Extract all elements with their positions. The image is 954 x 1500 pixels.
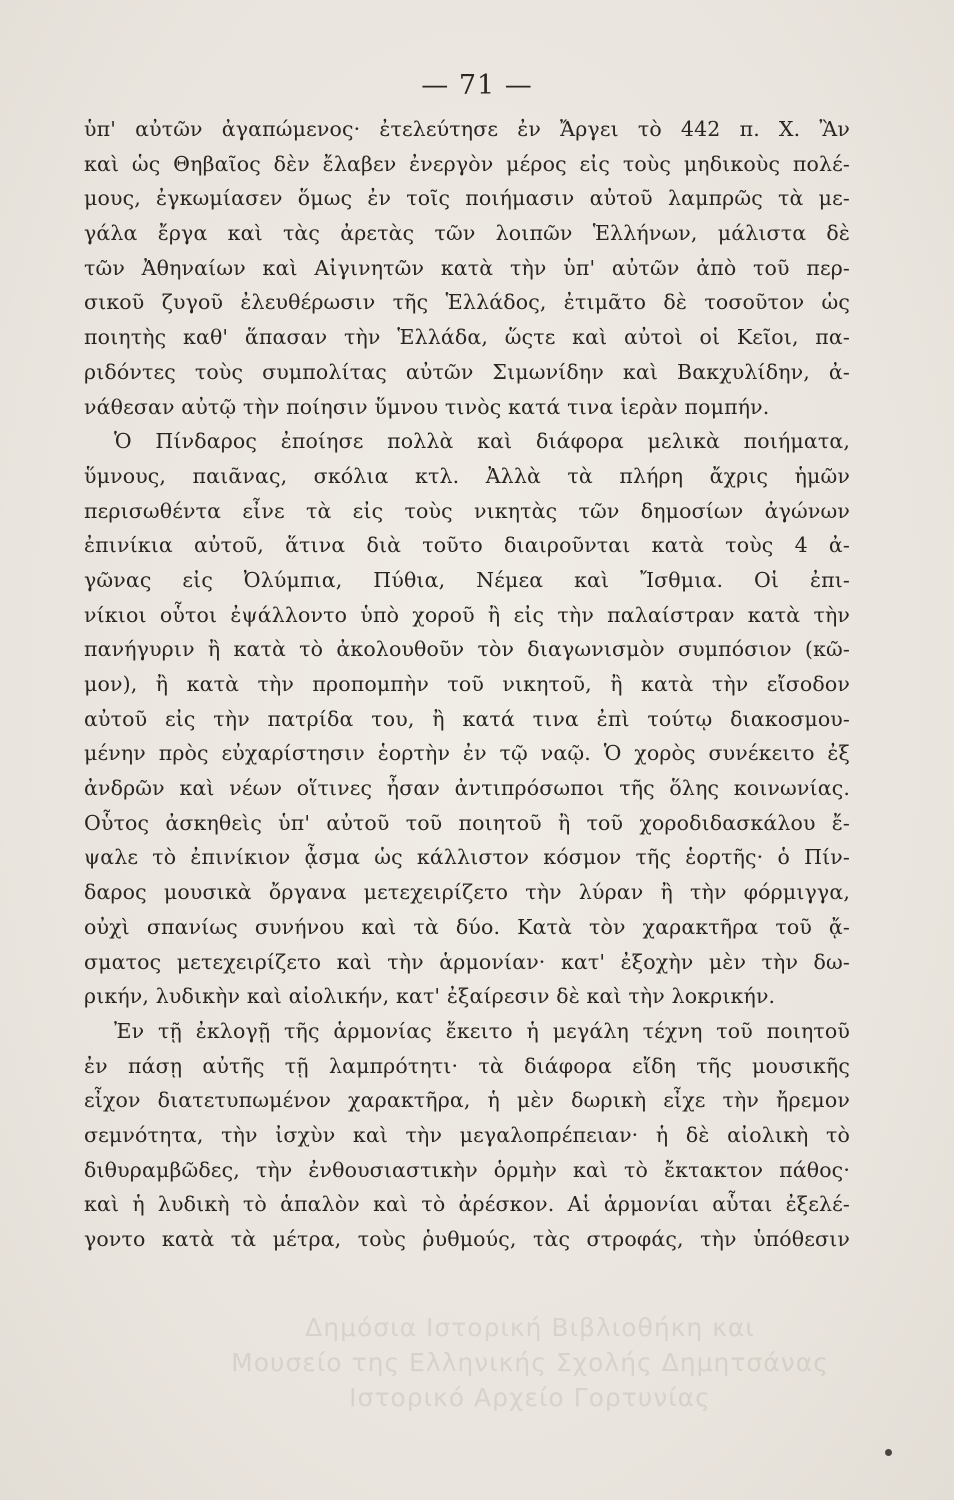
page-number: — 71 — [421,70,533,101]
text-line: αὐτοῦ εἰς τὴν πατρίδα του, ἢ κατά τινα ἐπὶ τούτῳ διακοσμου- [84,706,850,731]
text-line: ἐν πάσῃ αὐτῆς τῇ λαμπρότητι· τὰ διάφορα εἴδη τῆς μουσικῆς [84,1053,850,1078]
text-line: ὑπ' αὐτῶν ἀγαπώμενος· ἐτελεύτησε ἐν Ἄργει τὸ 442 π. Χ. Ἂν [84,117,850,141]
text-line: ρικήν, λυδικὴν καὶ αἰολικήν, κατ' ἐξαίρεσιν δὲ καὶ τὴν λοκρικήν. [84,984,776,1009]
text-line: σεμνότητα, τὴν ἰσχὺν καὶ τὴν μεγαλοπρέπειαν· ἡ δὲ αἰολικὴ τὸ [84,1122,850,1147]
text-line: μους, ἐγκωμίασεν ὅμως ἐν τοῖς ποιήμασιν αὐτοῦ λαμπρῶς τὰ με- [84,186,850,211]
text-line: ὕμνους, παιᾶνας, σκόλια κτλ. Ἀλλὰ τὰ πλήρη ἄχρις ἡμῶν [84,463,850,488]
text-line: γῶνας εἰς Ὀλύμπια, Πύθια, Νέμεα καὶ Ἴσθμια. Οἱ ἐπι- [84,567,850,592]
text-line: ἀνδρῶν καὶ νέων οἵτινες ἦσαν ἀντιπρόσωποι τῆς ὅλης κοινωνίας. [84,776,850,801]
text-line: Ἐν τῇ ἐκλογῇ τῆς ἁρμονίας ἔκειτο ἡ μεγάλη τέχνη τοῦ ποιητοῦ [114,1018,850,1043]
watermark-line: Μουσείο της Ελληνικής Σχολής Δημητσάνας [231,1348,829,1377]
text-line: σικοῦ ζυγοῦ ἐλευθέρωσιν τῆς Ἑλλάδος, ἐτιμᾶτο δὲ τοσοῦτον ὡς [84,290,850,315]
text-line: δαρος μουσικὰ ὄργανα μετεχειρίζετο τὴν λύραν ἢ τὴν φόρμιγγα, [84,880,850,905]
text-line: καὶ ἡ λυδικὴ τὸ ἁπαλὸν καὶ τὸ ἀρέσκον. Αἱ ἁρμονίαι αὗται ἐξελέ- [84,1192,850,1217]
text-line: γοντο κατὰ τὰ μέτρα, τοὺς ῥυθμούς, τὰς στροφάς, τὴν ὑπόθεσιν [84,1227,850,1251]
text-line: οὐχὶ σπανίως συνήνου καὶ τὰ δύο. Κατὰ τὸν χαρακτῆρα τοῦ ᾄ- [84,914,850,939]
text-line: Ὁ Πίνδαρος ἐποίησε πολλὰ καὶ διάφορα μελικὰ ποιήματα, [114,429,850,454]
text-line: διθυραμβῶδες, τὴν ἐνθουσιαστικὴν ὁρμὴν καὶ τὸ ἔκτακτον πάθος· [84,1157,850,1182]
watermark-line: Ιστορικό Αρχείο Γορτυνίας [349,1383,711,1412]
text-line: σματος μετεχειρίζετο καὶ τὴν ἁρμονίαν· κατ' ἐξοχὴν μὲν τὴν δω- [84,949,850,974]
body-text [84,112,850,1257]
text-line: μον), ἢ κατὰ τὴν προπομπὴν τοῦ νικητοῦ, ἢ κατὰ τὴν εἴσοδον [84,672,850,696]
text-line: Οὗτος ἀσκηθεὶς ὑπ' αὐτοῦ τοῦ ποιητοῦ ἢ τοῦ χοροδιδασκάλου ἔ- [84,810,850,835]
ink-speck [885,1449,892,1456]
text-line: ποιητὴς καθ' ἅπασαν τὴν Ἑλλάδα, ὥςτε καὶ αὐτοὶ οἱ Κεῖοι, πα- [84,325,850,350]
text-line: νίκιοι οὗτοι ἐψάλλοντο ὑπὸ χοροῦ ἢ εἰς τὴν παλαίστραν κατὰ τὴν [84,602,850,627]
text-line: περισωθέντα εἶνε τὰ εἰς τοὺς νικητὰς τῶν δημοσίων ἀγώνων [84,498,850,523]
text-line: γάλα ἔργα καὶ τὰς ἀρετὰς τῶν λοιπῶν Ἑλλήνων, μάλιστα δὲ [84,221,850,246]
text-line: πανήγυριν ἢ κατὰ τὸ ἀκολουθοῦν τὸν διαγωνισμὸν συμπόσιον (κῶ- [84,637,850,662]
text-line: καὶ ὡς Θηβαῖος δὲν ἔλαβεν ἐνεργὸν μέρος εἰς τοὺς μηδικοὺς πολέ- [84,151,850,176]
text-line: μένην πρὸς εὐχαρίστησιν ἑορτὴν ἐν τῷ ναῷ. Ὁ χορὸς συνέκειτο ἐξ [84,741,850,766]
text-line: τῶν Ἀθηναίων καὶ Αἰγινητῶν κατὰ τὴν ὑπ' αὐτῶν ἀπὸ τοῦ περ- [84,255,850,280]
library-watermark [160,1310,900,1415]
text-line: εἶχον διατετυπωμένον χαρακτῆρα, ἡ μὲν δωρικὴ εἶχε τὴν ἤρεμον [84,1088,850,1113]
text-line: ριδόντες τοὺς συμπολίτας αὐτῶν Σιμωνίδην καὶ Βακχυλίδην, ἀ- [84,359,850,384]
text-line: ἐπινίκια αὐτοῦ, ἅτινα διὰ τοῦτο διαιροῦνται κατὰ τοὺς 4 ἀ- [84,533,850,558]
text-line: νάθεσαν αὐτῷ τὴν ποίησιν ὕμνου τινὸς κατά τινα ἱερὰν πομπήν. [84,394,770,419]
text-line: ψαλε τὸ ἐπινίκιον ᾆσμα ὡς κάλλιστον κόσμον τῆς ἑορτῆς· ὁ Πίν- [84,845,850,870]
watermark-line: Δημόσια Ιστορική Βιβλιοθήκη και [305,1313,755,1342]
